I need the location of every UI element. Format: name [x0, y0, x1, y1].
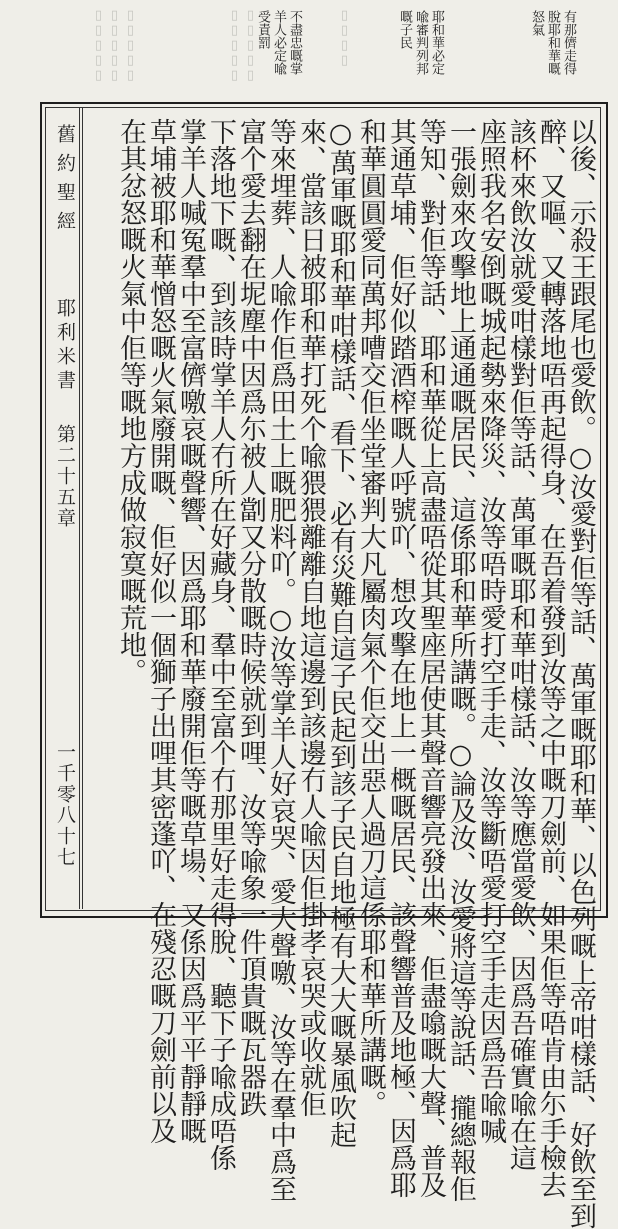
text-column: 座照我名安倒嘅城起勢來降災、汝等唔時愛打空手走、汝等斷唔愛打空手走因爲吾喩喊 — [475, 118, 506, 1144]
header-note: 嘅子民 — [397, 10, 412, 49]
text-column: 掌羊人喊冤羣中至富儕噭哀嘅聲響、因爲耶和華廢開佢等嘅草場、又係因爲平平靜靜嘅 — [175, 118, 206, 1144]
ghost-note: ▯▯▯▯▯ — [123, 8, 138, 83]
margin-rule — [82, 107, 83, 909]
header-note: 怒氣 — [529, 10, 544, 36]
margin-rule — [79, 107, 80, 909]
header-note: 有那儕走得 — [561, 10, 576, 75]
text-column: 等來埋葬、人喩作佢爲田土上嘅肥料吖。○汝等掌羊人好哀哭、愛大聲噭、汝等在羣中爲至 — [265, 118, 296, 1202]
ghost-note: ▯▯▯▯▯ — [107, 8, 122, 83]
text-column: 草埔被耶和華憎怒嘅火氣廢開嘅、佢好似一個獅子出哩其密蓬吖、在殘忍嘅刀劍前以及 — [145, 118, 176, 1144]
header-note: 喩審判列邦 — [413, 10, 428, 75]
text-column: 下落地下嘅、到該時掌羊人冇所在好藏身、羣中至富个冇那里好走得脫、聽下子喩成唔係 — [205, 118, 236, 1171]
header-note: 羊人必定喩 — [271, 10, 286, 75]
ghost-note: ▯▯▯▯▯ — [243, 8, 258, 83]
book-name: 耶利米書 — [54, 298, 76, 394]
ghost-note: ▯▯▯▯▯ — [227, 8, 242, 83]
text-column: 等知、對佢等話、耶和華從上高盡唔從其聖座居使其聲音響亮發出來、佢盡噏嘅大聲、普及 — [415, 118, 446, 1198]
text-column: 以後、示殺王跟尾也愛飲。○汝愛對佢等話、萬軍嘅耶和華、以色列嘅上帝咁樣話、好飲至到 — [565, 118, 596, 1229]
text-column: 醉、又嘔、又轉落地唔再起得身、在吾着發到汝等之中嘅刀劍前、如果佢等唔肯由尓手檢去 — [535, 118, 566, 1198]
header-note: 耶和華必定 — [429, 10, 444, 75]
header-note: 脫耶和華嘅 — [545, 10, 560, 75]
text-column: 在其忿怒嘅火氣中佢等嘅地方成做寂寞嘅荒地。 — [115, 118, 146, 685]
text-column: 該杯來飲汝就愛咁樣對佢等話、萬軍嘅耶和華咁樣話、汝等應當愛飲、因爲吾確實喩在這 — [505, 118, 536, 1171]
ghost-note: ▯▯▯▯ — [337, 8, 352, 68]
text-column: 來、當該日被耶和華打死个喩猥猥離離自地這邊到該邊冇人喩因佢掛孝哀哭或收就佢 — [295, 118, 326, 1117]
ghost-note: ▯▯▯▯▯ — [91, 8, 106, 83]
header-note: 受責罰 — [255, 10, 270, 49]
header-note: 不盡忠嘅掌 — [287, 10, 302, 75]
chapter-label: 第二十五章 — [54, 424, 76, 529]
text-column: 和華圓圓愛同萬邦嘈交佢坐堂審判大凡屬肉氣个佢交出惡人過刀這係耶和華所講嘅。 — [355, 118, 386, 1117]
text-column: 其通草埔、佢好似踏酒榨嘅人呼號吖、想攻擊在地上一概嘅居民、該聲響普及地極、因爲耶 — [385, 118, 416, 1198]
page-number: 一千零八十七 — [54, 742, 76, 868]
text-column: 富个愛去翻在坭塵中因爲尓被人劏又分散嘅時候就到哩、汝等喩象一件頂貴嘅瓦器跌 — [235, 118, 266, 1117]
book-title: 舊約聖經 — [54, 124, 76, 240]
text-column: ○萬軍嘅耶和華咁樣話、看下、必有災難自這子民起到該子民自地極有大大嘅暴風吹起 — [325, 118, 356, 1148]
text-column: 一張劍來攻擊地上通通嘅居民、這係耶和華所講嘅。○論及汝、汝愛將這等說話、攏總報佢 — [445, 118, 476, 1202]
